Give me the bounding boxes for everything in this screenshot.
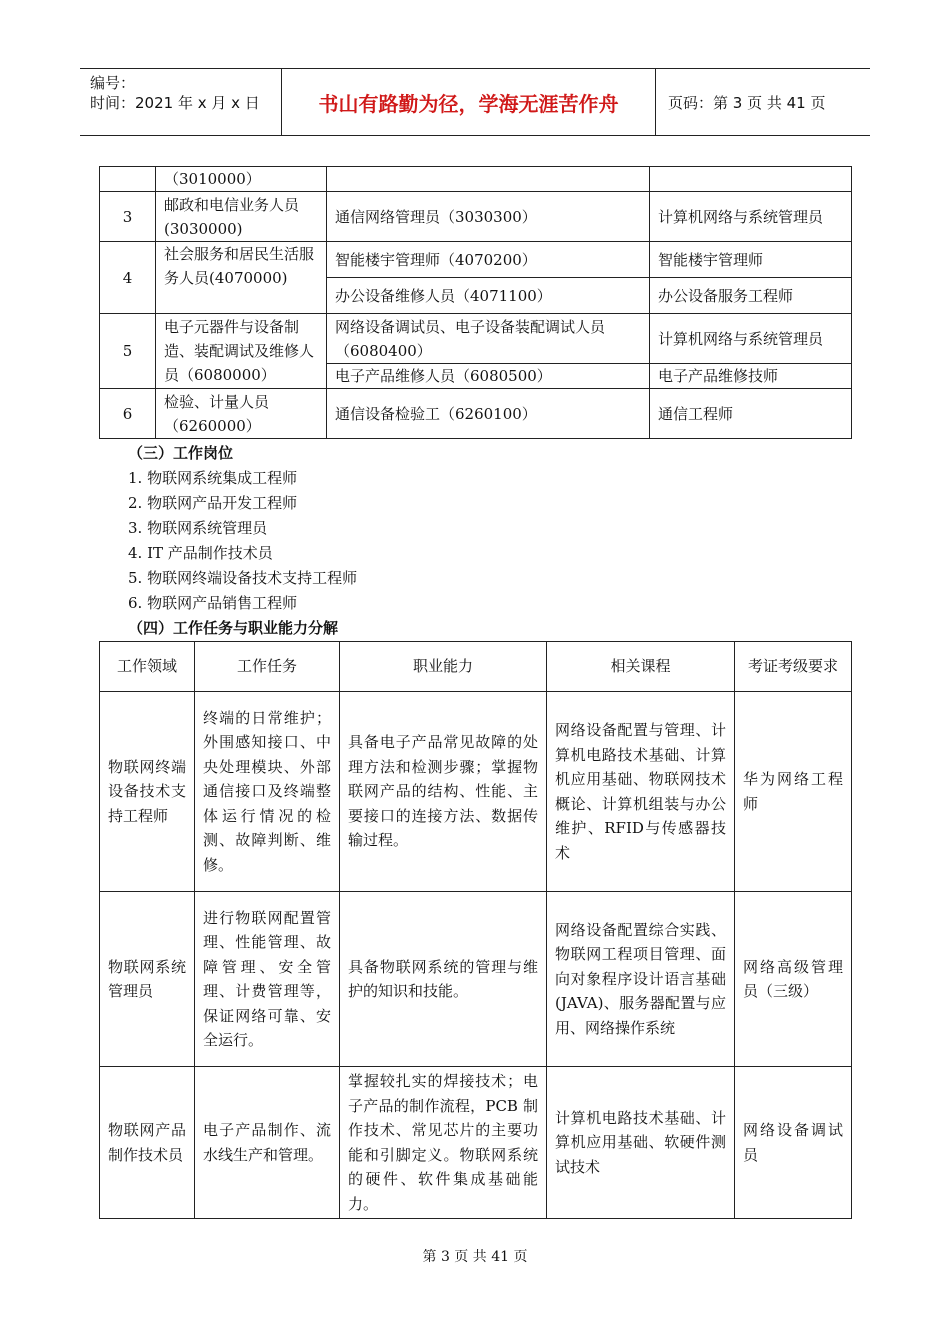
work-field: 物联网系统管理员 xyxy=(100,892,195,1067)
row-number xyxy=(100,167,156,192)
occupation-position: 智能楼宇管理师（4070200） xyxy=(327,242,650,278)
table-row xyxy=(100,892,852,1067)
occupation-table xyxy=(99,166,852,439)
column-header: 考证考级要求 xyxy=(735,642,852,692)
page-header xyxy=(80,68,870,136)
occupation-position: 通信网络管理员（3030300） xyxy=(327,192,650,242)
occupation-cert: 智能楼宇管理师 xyxy=(650,242,852,278)
work-task: 电子产品制作、流水线生产和管理。 xyxy=(195,1067,340,1219)
occupation-category: （3010000） xyxy=(156,167,327,192)
occupation-category: 检验、计量人员（6260000） xyxy=(156,389,327,439)
occupation-position: 通信设备检验工（6260100） xyxy=(327,389,650,439)
row-number: 5 xyxy=(100,314,156,389)
column-header: 职业能力 xyxy=(340,642,547,692)
occupation-category: 电子元器件与设备制造、装配调试及维修人员（6080000） xyxy=(156,314,327,389)
related-courses: 网络设备配置与管理、计算机电路技术基础、计算机应用基础、物联网技术概论、计算机组装与办公维护、RFID与传感器技术 xyxy=(547,692,735,892)
work-task: 进行物联网配置管理、性能管理、故障管理、安全管理、计费管理等，保证网络可靠、安全运行。 xyxy=(195,892,340,1067)
table-row xyxy=(100,192,852,242)
document-time: 时间：2021 年 x 月 x 日 xyxy=(90,94,260,112)
list-item: 5. 物联网终端设备技术支持工程师 xyxy=(128,569,358,587)
occupation-cert: 电子产品维修技师 xyxy=(650,364,852,389)
related-courses: 网络设备配置综合实践、物联网工程项目管理、面向对象程序设计语言基础(JAVA)、服务器配置与应用、网络操作系统 xyxy=(547,892,735,1067)
document-number: 编号： xyxy=(90,74,136,92)
table-row xyxy=(100,314,852,364)
header-meta xyxy=(80,69,282,135)
occupation-cert: 办公设备服务工程师 xyxy=(650,278,852,314)
certification-requirement: 网络设备调试员 xyxy=(735,1067,852,1219)
header-slogan: 书山有路勤为径，学海无涯苦作舟 xyxy=(282,69,656,135)
section-title-tasks: （四）工作任务与职业能力分解 xyxy=(128,619,339,637)
related-courses: 计算机电路技术基础、计算机应用基础、软硬件测试技术 xyxy=(547,1067,735,1219)
work-field: 物联网终端设备技术支持工程师 xyxy=(100,692,195,892)
occupation-position: 办公设备维修人员（4071100） xyxy=(327,278,650,314)
table-row xyxy=(100,167,852,192)
column-header: 工作任务 xyxy=(195,642,340,692)
work-task: 终端的日常维护；外围感知接口、中央处理模块、外部通信接口及终端整体运行情况的检测、故障判断、维修。 xyxy=(195,692,340,892)
occupation-cert: 计算机网络与系统管理员 xyxy=(650,192,852,242)
occupation-cert xyxy=(650,167,852,192)
table-header-row xyxy=(100,642,852,692)
occupation-category: 社会服务和居民生活服务人员(4070000) xyxy=(156,242,327,314)
table-row xyxy=(100,242,852,278)
occupation-cert: 计算机网络与系统管理员 xyxy=(650,314,852,364)
occupation-position: 电子产品维修人员（6080500） xyxy=(327,364,650,389)
list-item: 4. IT 产品制作技术员 xyxy=(128,544,273,562)
work-field: 物联网产品制作技术员 xyxy=(100,1067,195,1219)
occupation-cert: 通信工程师 xyxy=(650,389,852,439)
table-row xyxy=(100,1067,852,1219)
column-header: 相关课程 xyxy=(547,642,735,692)
certification-requirement: 网络高级管理员（三级） xyxy=(735,892,852,1067)
list-item: 1. 物联网系统集成工程师 xyxy=(128,469,298,487)
professional-ability: 掌握较扎实的焊接技术；电子产品的制作流程，PCB 制作技术、常见芯片的主要功能和引脚定义。物联网系统的硬件、软件集成基础能力。 xyxy=(340,1067,547,1219)
occupation-position: 网络设备调试员、电子设备装配调试人员（6080400） xyxy=(327,314,650,364)
occupation-position xyxy=(327,167,650,192)
occupation-category: 邮政和电信业务人员(3030000) xyxy=(156,192,327,242)
list-item: 2. 物联网产品开发工程师 xyxy=(128,494,298,512)
certification-requirement: 华为网络工程师 xyxy=(735,692,852,892)
professional-ability: 具备电子产品常见故障的处理方法和检测步骤；掌握物联网产品的结构、性能、主要接口的连接方法、数据传输过程。 xyxy=(340,692,547,892)
table-row xyxy=(100,389,852,439)
page-footer: 第 3 页 共 41 页 xyxy=(422,1249,528,1265)
column-header: 工作领域 xyxy=(100,642,195,692)
section-title-jobs: （三）工作岗位 xyxy=(128,444,234,462)
task-ability-table xyxy=(99,641,852,1219)
table-row xyxy=(100,692,852,892)
list-item: 3. 物联网系统管理员 xyxy=(128,519,268,537)
professional-ability: 具备物联网系统的管理与维护的知识和技能。 xyxy=(340,892,547,1067)
row-number: 6 xyxy=(100,389,156,439)
list-item: 6. 物联网产品销售工程师 xyxy=(128,594,298,612)
header-page-info: 页码：第 3 页 共 41 页 xyxy=(668,93,826,112)
row-number: 3 xyxy=(100,192,156,242)
row-number: 4 xyxy=(100,242,156,314)
job-list xyxy=(128,466,357,616)
